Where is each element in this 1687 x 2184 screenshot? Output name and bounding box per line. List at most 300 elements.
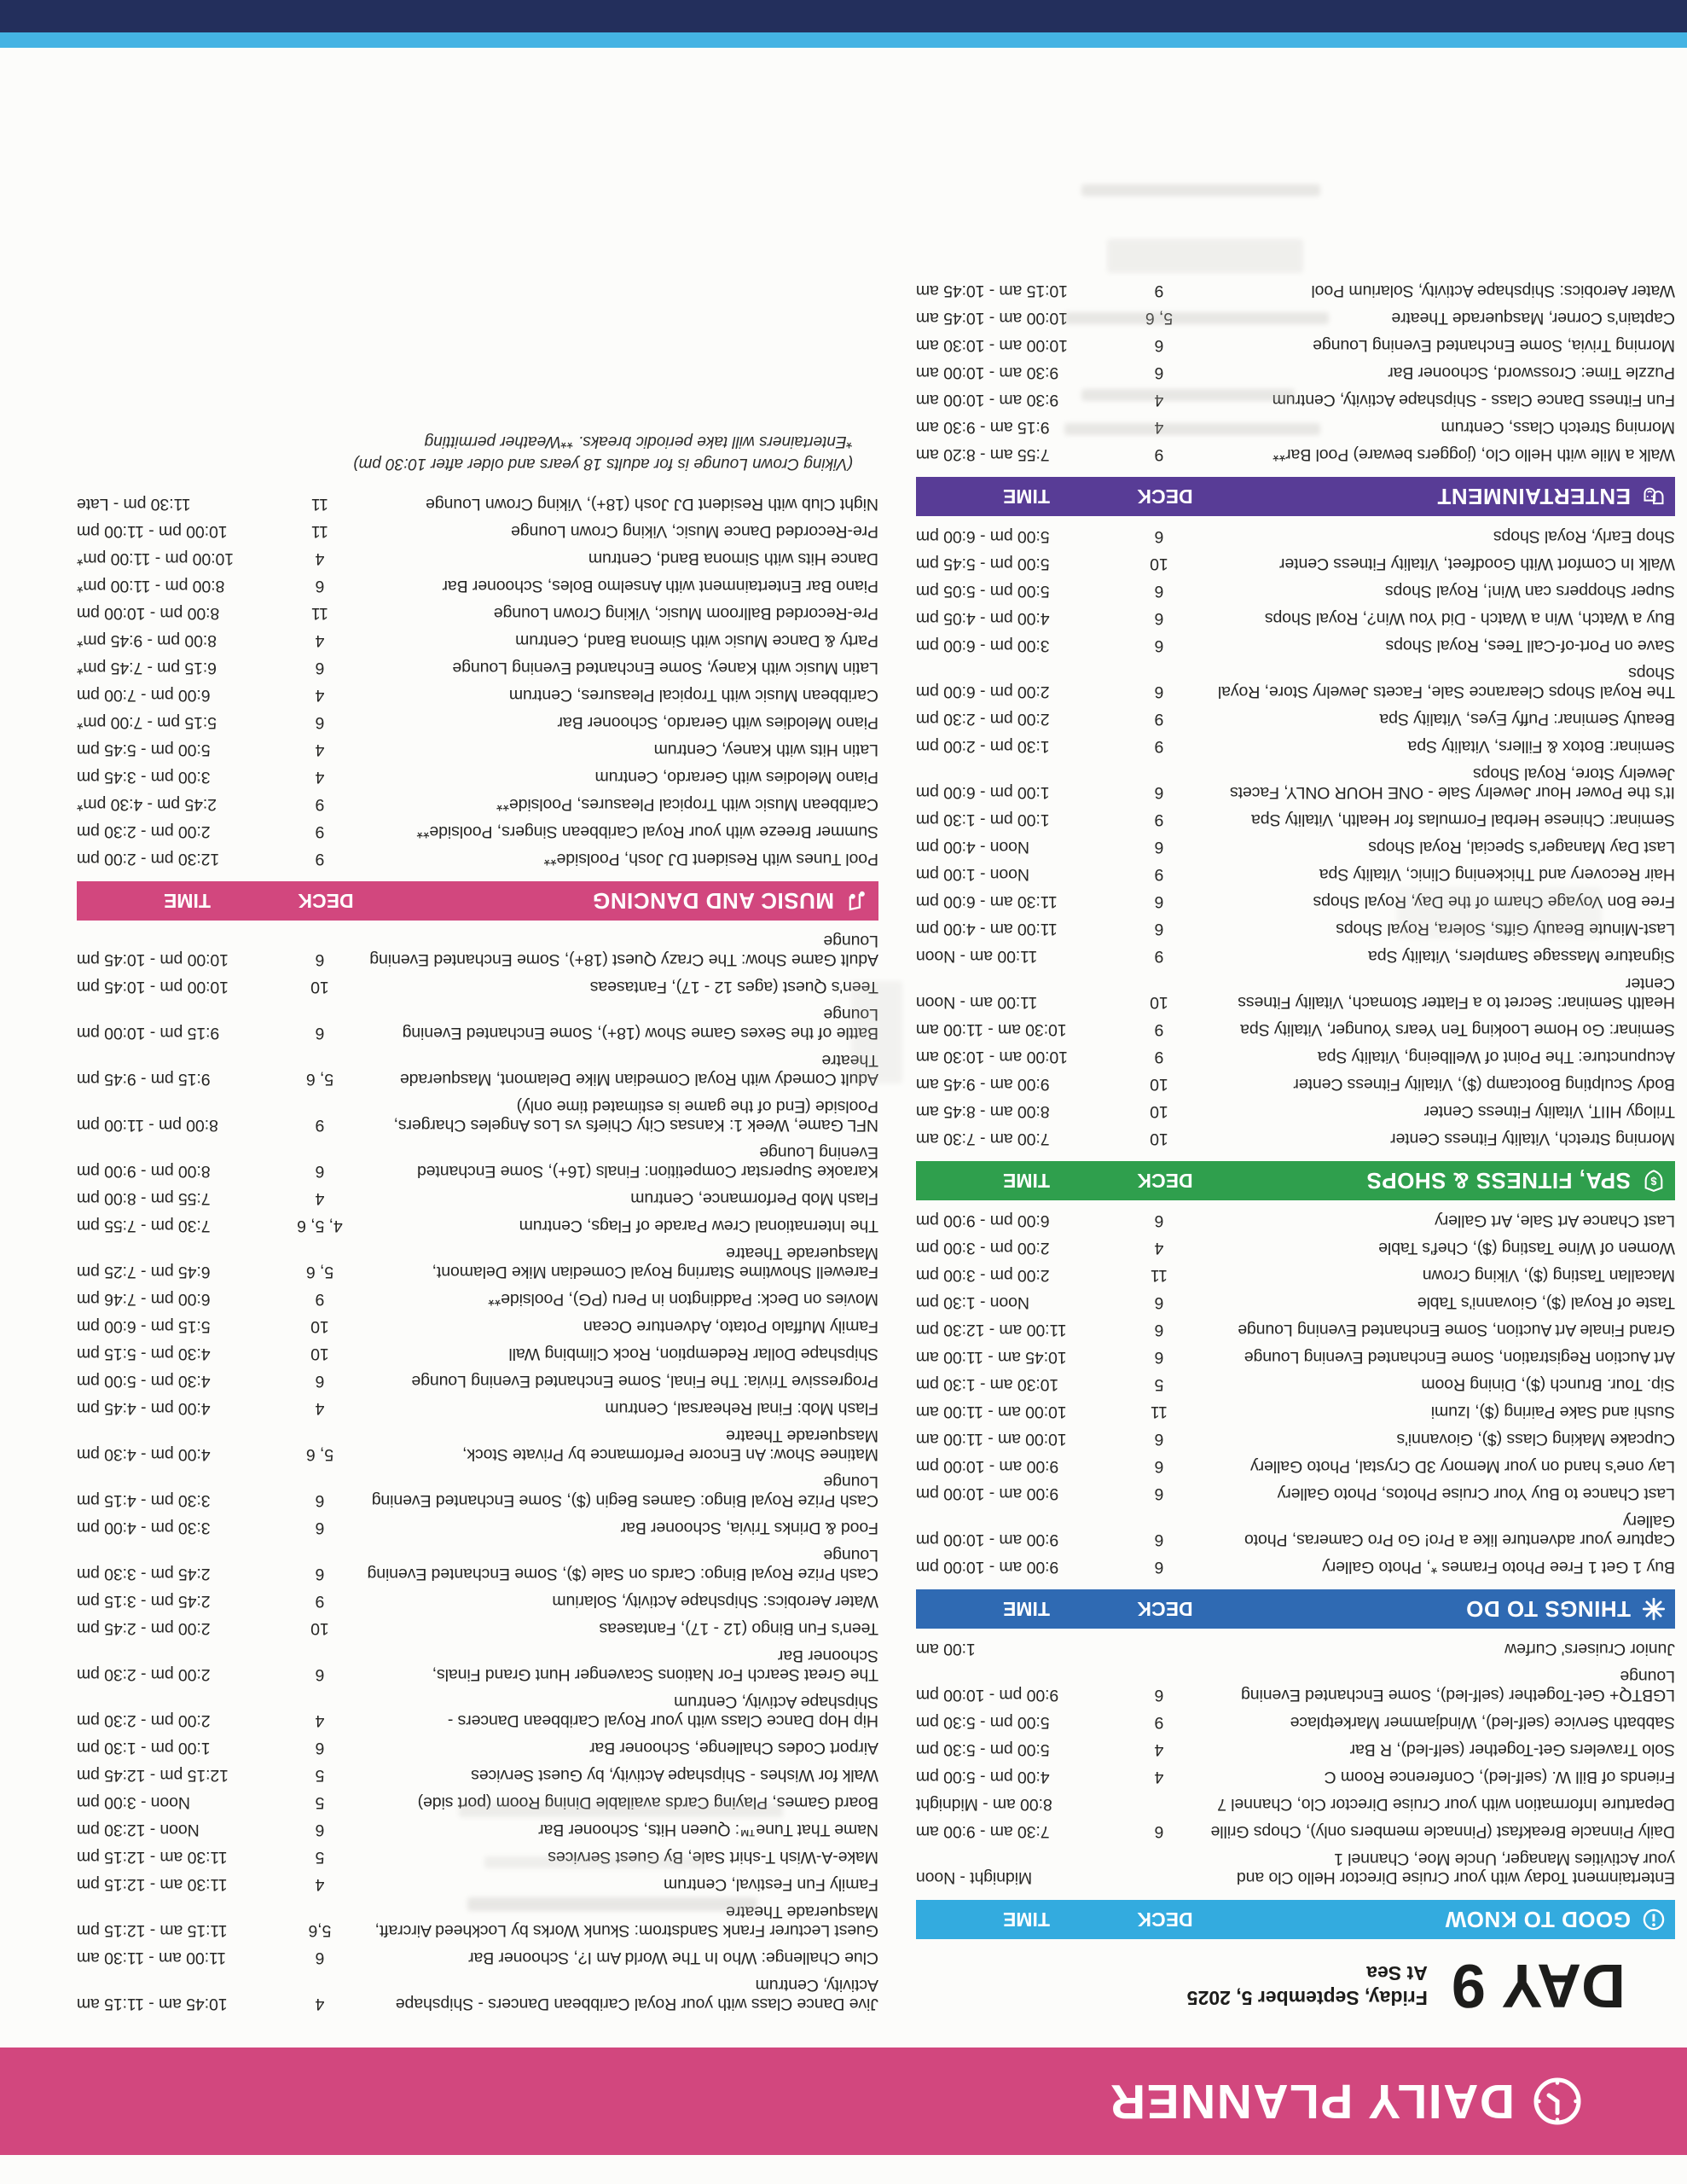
- deck-number: 6: [1154, 582, 1164, 601]
- activity-name: Dance Hits with Simona Band, Centrum: [588, 549, 878, 568]
- deck-number: 6: [1154, 363, 1164, 382]
- activity-time: 7:00 am - 7:30 am: [916, 1130, 1050, 1148]
- theater-masks-icon: [1641, 484, 1667, 509]
- deck-number: 4: [1154, 391, 1164, 410]
- footnote: [77, 431, 853, 474]
- bleed-ghost: [484, 1856, 706, 1868]
- schedule-row: [77, 932, 878, 969]
- activity-time: 2:45 pm - 4:30 pm*: [77, 795, 217, 814]
- activity-time: 5:00 pm - 5:45 pm: [77, 741, 211, 759]
- activity-time: 7:55 am - 8:20 am: [916, 445, 1050, 464]
- deck-number: 11: [310, 495, 329, 514]
- deck-number: 6: [315, 1949, 325, 1967]
- activity-name: Sip. Tour. Brunch ($), Dining Room: [1421, 1375, 1675, 1394]
- schedule-row: [916, 1130, 1675, 1148]
- activity-time: 8:00 am - 8:45 am: [916, 1102, 1050, 1121]
- activity-time: 5:00 pm - 5:45 pm: [916, 555, 1050, 573]
- activity-time: 4:00 pm - 5:00 pm: [916, 1768, 1050, 1786]
- activity-time: 10:00 pm - 10:45 pm: [77, 950, 229, 969]
- activity-name: Friends of Bill W. (self-led), Conference Room C: [1324, 1768, 1675, 1786]
- deck-number: 10: [1150, 1102, 1168, 1121]
- activity-name: Seminar: Chinese Herbal Formulas for Health, Vitality Spa: [1251, 810, 1675, 829]
- activity-name: Food & Drinks Trivia, Schooner Bar: [620, 1519, 878, 1537]
- activity-time: 10:00 pm - 11:00 pm*: [77, 549, 235, 568]
- activity-time: Noon - 12:30 pm: [77, 1821, 200, 1839]
- schedule-row: [916, 710, 1675, 729]
- deck-number: 5, 6: [1145, 309, 1174, 328]
- schedule-row: [77, 549, 878, 568]
- schedule-row: [916, 1348, 1675, 1367]
- deck-number: 9: [1154, 1020, 1164, 1039]
- deck-number: 10: [1150, 555, 1168, 573]
- activity-time: 3:30 pm - 4:15 pm: [77, 1491, 211, 1510]
- deck-number: 6: [1154, 892, 1164, 911]
- schedule-row: [77, 768, 878, 787]
- deck-number: 6: [315, 1024, 325, 1043]
- activity-name: Buy a Watch, Win a Watch - Did You Win?, Royal Shops: [1264, 609, 1675, 628]
- schedule-row: [77, 1317, 878, 1336]
- activity-name: Pool Tunes with Resident DJ Josh, Poolside**: [543, 850, 878, 868]
- bleed-ghost: [1064, 423, 1320, 435]
- schedule-row: [916, 282, 1675, 300]
- activity-name: Sabbath Service (self-led), Windjammer Marketplace: [1290, 1713, 1675, 1732]
- deck-number: 9: [315, 1116, 325, 1135]
- schedule-row: [77, 659, 878, 677]
- activity-time: Noon - 3:00 pm: [77, 1793, 191, 1812]
- activity-name: Flash Mob Performance, Centrum: [630, 1189, 878, 1208]
- activity-time: 10:00 pm - 11:00 pm: [77, 522, 228, 541]
- deck-number: 6: [1154, 636, 1164, 655]
- activity-time: 8:00 pm - 9:45 pm*: [77, 631, 217, 650]
- deck-number: 5, 6: [305, 1263, 334, 1281]
- section-header: [916, 1900, 1675, 1939]
- activity-name: Piano Bar Entertainment with Anselmo Boles, Schooner Bar: [442, 577, 878, 595]
- svg-text:$: $: [1650, 1174, 1657, 1188]
- activity-name: Puzzle Time: Crossword, Schooner Bar: [1388, 363, 1675, 382]
- schedule-row: [916, 1795, 1675, 1814]
- deck-column-label: DECK: [1137, 485, 1193, 508]
- section-title: THINGS TO DO: [1465, 1596, 1631, 1623]
- schedule-row: [916, 1713, 1675, 1732]
- deck-column-label: DECK: [1137, 1908, 1193, 1931]
- activity-name: Signature Massage Samplers, Vitality Spa: [1368, 947, 1675, 966]
- activity-name: Morning Trivia, Some Enchanted Evening Lounge: [1313, 336, 1675, 355]
- activity-time: 10:00 am - 11:00 am: [916, 1430, 1067, 1449]
- activity-time: 9:00 am - 10:00 pm: [916, 1558, 1059, 1577]
- schedule-row: [77, 1345, 878, 1363]
- activity-time: 11:00 am - 11:30 am: [77, 1949, 227, 1967]
- activity-time: 10:00 am - 10:30 am: [916, 1048, 1069, 1066]
- activity-name: Morning Stretch Class, Centrum: [1441, 418, 1675, 437]
- activity-name: Karaoke Superstar Competition: Finals (16+), Some Enchanted Evening Lounge: [417, 1143, 878, 1181]
- schedule-row: [916, 445, 1675, 464]
- activity-time: 1:00 pm - 6:00 pm: [916, 783, 1050, 802]
- activity-time: 11:30 am - 12:15 pm: [77, 1848, 228, 1867]
- deck-number: 4: [1154, 1239, 1164, 1258]
- schedule-row: [916, 555, 1675, 573]
- activity-time: 2:00 pm - 2:45 pm: [77, 1619, 211, 1638]
- deck-column-label: DECK: [298, 890, 354, 913]
- deck-number: 6: [1154, 682, 1164, 701]
- activity-name: LGBTQ+ Get-Together (self-led), Some Enchanted Evening Lounge: [1241, 1667, 1675, 1705]
- activity-name: Night Club with Resident DJ Josh (18+), Viking Crown Lounge: [426, 495, 878, 514]
- deck-number: 4: [315, 686, 325, 705]
- deck-number: 9: [1154, 810, 1164, 829]
- schedule-row: [77, 1766, 878, 1785]
- activity-name: Last Day Manager's Special, Royal Shops: [1368, 838, 1675, 857]
- schedule-row: [916, 1321, 1675, 1339]
- deck-number: 6: [1154, 1686, 1164, 1705]
- schedule-row: [77, 1372, 878, 1391]
- activity-time: 2:00 pm - 2:30 pm: [916, 710, 1050, 729]
- deck-number: [1121, 1795, 1197, 1814]
- activity-time: 10:00 pm - 10:45 pm: [77, 978, 229, 996]
- day-location: At Sea: [1366, 1962, 1428, 1984]
- music-and-dancing-section: [77, 495, 878, 921]
- schedule-row: [77, 1399, 878, 1418]
- activity-name: Trilogy HIIT, Vitality Fitness Center: [1423, 1102, 1675, 1121]
- activity-time: 5:15 pm - 6:00 pm: [77, 1317, 211, 1336]
- schedule-row: [77, 686, 878, 705]
- deck-number: 11: [310, 604, 329, 623]
- activity-time: 2:00 pm - 3:00 pm: [916, 1239, 1050, 1258]
- deck-number: 6: [1154, 1430, 1164, 1449]
- schedule-row: [916, 1822, 1675, 1841]
- deck-number: 11: [1150, 1403, 1168, 1421]
- bleed-ghost: [1081, 184, 1320, 196]
- activity-time: 5:00 pm - 6:00 pm: [916, 527, 1050, 546]
- activity-time: 11:15 am - 12:15 pm: [77, 1921, 228, 1940]
- activity-time: 6:15 pm - 7:45 pm*: [77, 659, 217, 677]
- schedule-row: [77, 1244, 878, 1281]
- activity-time: Noon - 4:00 pm: [916, 838, 1030, 857]
- deck-column-label: DECK: [1137, 1170, 1193, 1193]
- deck-number: 9: [315, 850, 325, 868]
- schedule-row: [916, 1266, 1675, 1285]
- deck-number: 6: [1154, 1321, 1164, 1339]
- deck-number: 5: [315, 1848, 325, 1867]
- section-title: ENTERTAINMENT: [1436, 484, 1631, 510]
- activity-name: Adult Comedy with Royal Comedian Mike Delamont, Masquerade Theatre: [399, 1051, 878, 1089]
- deck-number: 6: [1154, 838, 1164, 857]
- activity-name: Body Sculpting Bootcamp ($), Vitality Fitness Center: [1293, 1075, 1675, 1094]
- deck-number: 6: [1154, 1348, 1164, 1367]
- deck-number: 6: [1154, 1211, 1164, 1230]
- deck-number: 9: [315, 795, 325, 814]
- activity-time: 2:00 pm - 2:30 pm: [77, 822, 211, 841]
- activity-time: 11:00 am - 12:30 pm: [916, 1321, 1067, 1339]
- activity-time: 9:30 am - 10:00 am: [916, 391, 1059, 410]
- schedule-row: [916, 1850, 1675, 1887]
- schedule-row: [916, 664, 1675, 701]
- deck-number: 10: [1150, 1075, 1168, 1094]
- schedule-row: [77, 1693, 878, 1730]
- page-title: DAILY PLANNER: [1109, 2074, 1515, 2129]
- activity-time: 9:00 am - 10:00 pm: [916, 1457, 1059, 1476]
- deck-number: 5: [315, 1766, 325, 1785]
- schedule-row: [916, 1457, 1675, 1476]
- schedule-row: [916, 974, 1675, 1012]
- activity-name: Taste of Royal ($), Giovanni's Table: [1417, 1293, 1675, 1312]
- section-header: [77, 881, 878, 921]
- activity-time: Noon - 1:00 pm: [916, 865, 1030, 884]
- activity-name: Daily Pinnacle Breakfast (Pinnacle members only), Chops Grille: [1210, 1822, 1675, 1841]
- activity-name: Walk for Wishes - Shipshape Activity, by Guest Services: [471, 1766, 878, 1785]
- left-sections: [916, 282, 1675, 1939]
- activity-time: 2:00 pm - 6:00 pm: [916, 682, 1050, 701]
- schedule-row: [916, 1293, 1675, 1312]
- time-column-label: TIME: [164, 890, 211, 913]
- right-column: [77, 431, 878, 2013]
- activity-time: 10:45 am - 11:15 am: [77, 1995, 228, 2013]
- activity-name: Water Aerobics: Shipshape Activity, Solarium Pool: [1311, 282, 1675, 300]
- schedule-row: [77, 1189, 878, 1208]
- section-title: MUSIC AND DANCING: [592, 888, 834, 915]
- activity-name: Acupuncture: The Point of Wellbeing, Vitality Spa: [1318, 1048, 1675, 1066]
- activity-time: 11:00 am - Noon: [916, 993, 1038, 1012]
- deck-number: 11: [310, 522, 329, 541]
- schedule-row: [916, 1375, 1675, 1394]
- deck-number: 4: [315, 1189, 325, 1208]
- activity-time: 4:00 pm - 4:45 pm: [77, 1399, 211, 1418]
- activity-name: Latin Hits with Kaney, Centrum: [653, 741, 878, 759]
- activity-time: 6:00 pm - 7:46 pm: [77, 1290, 211, 1309]
- bleed-ghost: [467, 1897, 757, 1911]
- activity-time: 6:00 pm - 7:00 pm: [77, 686, 211, 705]
- schedule-row: [77, 522, 878, 541]
- activity-time: 2:00 pm - 2:30 pm: [77, 1711, 211, 1730]
- activity-time: 3:00 pm - 3:45 pm: [77, 768, 211, 787]
- deck-number: 9: [1154, 282, 1164, 300]
- activity-time: Midnight - Noon: [916, 1868, 1033, 1887]
- day-date-location: [1187, 1960, 1428, 2010]
- activity-time: 4:30 pm - 5:15 pm: [77, 1345, 211, 1363]
- activity-name: Lay one's hand on your Memory 3D Crystal, Photo Gallery: [1250, 1457, 1675, 1476]
- deck-number: 4: [315, 631, 325, 650]
- schedule-row: [77, 1875, 878, 1894]
- activity-name: Last Chance to Buy Your Cruise Photos, Photo Gallery: [1277, 1484, 1675, 1503]
- activity-name: The Royal Shops Clearance Sale, Facets Jewelry Store, Royal Shops: [1217, 664, 1675, 701]
- activity-name: Captain's Corner, Masquerade Theatre: [1391, 309, 1675, 328]
- schedule-row: [77, 604, 878, 623]
- schedule-row: [916, 1075, 1675, 1094]
- activity-name: Seminar: Go Home Looking Ten Years Younger, Vitality Spa: [1240, 1020, 1675, 1039]
- bleed-ghost: [1397, 887, 1602, 938]
- schedule-row: [77, 1426, 878, 1464]
- deck-number: 6: [315, 1162, 325, 1181]
- schedule-row: [77, 1290, 878, 1309]
- activity-name: Clue Challenge: Who In The World Am I?, Schooner Bar: [468, 1949, 878, 1967]
- activity-time: 10:00 am - 10:45 am: [916, 309, 1069, 328]
- bleed-ghost: [1107, 239, 1303, 273]
- activity-time: 9:15 am - 9:30 am: [916, 418, 1050, 437]
- page-header: [0, 2048, 1687, 2155]
- activity-time: 8:00 pm - 10:00 pm: [77, 604, 220, 623]
- schedule-row: [77, 1647, 878, 1684]
- deck-number: 6: [1154, 1484, 1164, 1503]
- deck-number: 4: [315, 1995, 325, 2013]
- activity-time: 7:55 pm - 8:00 pm: [77, 1189, 211, 1208]
- activity-name: Party & Dance Music with Simona Band, Centrum: [515, 631, 878, 650]
- activity-time: 2:45 pm - 3:30 pm: [77, 1565, 211, 1583]
- deck-number: 9: [315, 1592, 325, 1611]
- schedule-row: [77, 495, 878, 514]
- activity-time: 5:00 pm - 5:05 pm: [916, 582, 1050, 601]
- deck-number: 10: [1150, 1130, 1168, 1148]
- activity-name: Pre-Recorded Dance Music, Viking Crown Lounge: [511, 522, 878, 541]
- activity-time: 2:45 pm - 3:15 pm: [77, 1592, 211, 1611]
- deck-number: 4: [1154, 1740, 1164, 1759]
- schedule-row: [916, 865, 1675, 884]
- schedule-row: [916, 636, 1675, 655]
- activity-name: Summer Breeze with your Royal Caribbean Singers, Poolside**: [416, 822, 878, 841]
- activity-time: 8:00 pm - 9:00 pm: [77, 1162, 211, 1181]
- activity-time: 11:00 am - 4:00 pm: [916, 920, 1058, 938]
- activity-time: 3:30 pm - 4:00 pm: [77, 1519, 211, 1537]
- deck-number: 5,6: [308, 1921, 332, 1940]
- activity-name: Walk In Comfort With Goodfeet, Vitality Fitness Center: [1279, 555, 1675, 573]
- schedule-row: [916, 1512, 1675, 1549]
- schedule-row: [916, 391, 1675, 410]
- activity-name: Family Fun Festival, Centrum: [664, 1875, 878, 1894]
- activity-name: Teen's Quest (ages 12 - 17), Fantaseas: [589, 978, 878, 996]
- schedule-row: [77, 1051, 878, 1089]
- section-header: [916, 1161, 1675, 1200]
- activity-time: 8:00 pm - 11:00 pm*: [77, 577, 225, 595]
- activity-name: The Great Search For Nations Scavenger Hunt Grand Finals, Schooner Bar: [432, 1647, 878, 1684]
- activity-name: Cash Prize Royal Bingo: Cards on Sale ($), Some Enchanted Evening Lounge: [367, 1546, 878, 1583]
- activity-name: Caribbean Music with Tropical Pleasures, Centrum: [508, 686, 878, 705]
- activity-time: 11:30 pm - Late: [77, 495, 191, 514]
- deck-number: 6: [315, 950, 325, 969]
- deck-number: 9: [1154, 865, 1164, 884]
- deck-number: 4, 5, 6: [297, 1217, 343, 1235]
- activity-name: Family Muffalo Potato, Adventure Ocean: [583, 1317, 878, 1336]
- activity-name: Free Bon Voyage Charm of the Day, Royal Shops: [1313, 892, 1675, 911]
- schedule-row: [77, 1005, 878, 1043]
- schedule-row: [916, 810, 1675, 829]
- deck-number: 6: [1154, 1822, 1164, 1841]
- activity-time: 9:30 am - 10:00 am: [916, 363, 1059, 382]
- deck-number: 6: [315, 659, 325, 677]
- deck-number: 6: [1154, 527, 1164, 546]
- dollar-shield-icon: [1641, 1168, 1667, 1194]
- activity-time: 9:00 am - 10:00 pm: [916, 1484, 1059, 1503]
- schedule-row: [916, 609, 1675, 628]
- clock-icon: [1532, 2076, 1583, 2127]
- deck-number: 5: [315, 1793, 325, 1812]
- time-column-label: TIME: [1003, 1170, 1050, 1193]
- activity-name: Last Chance Art Sale, Art Gallery: [1435, 1211, 1675, 1230]
- activity-name: Latin Music with Kaney, Some Enchanted Evening Lounge: [452, 659, 878, 677]
- deck-number: 10: [310, 1619, 329, 1638]
- activity-name: Shop Early, Royal Shops: [1493, 527, 1675, 546]
- deck-number: 6: [1154, 336, 1164, 355]
- activity-time: 12:15 pm - 12:45 pm: [77, 1766, 229, 1785]
- activity-name: Progressive Trivia: The Final, Some Enchanted Evening Lounge: [411, 1372, 878, 1391]
- activity-time: 5:15 pm - 7:00 pm*: [77, 713, 217, 732]
- time-column-label: TIME: [1003, 1908, 1050, 1931]
- activity-name: Piano Melodies with Gerardo, Schooner Bar: [557, 713, 878, 732]
- schedule-row: [916, 1020, 1675, 1039]
- activity-time: 6:00 pm - 9:00 pm: [916, 1211, 1050, 1230]
- deck-number: 9: [1154, 947, 1164, 966]
- schedule-row: [916, 947, 1675, 966]
- activity-time: 8:00 pm - 11:00 pm: [77, 1116, 218, 1135]
- bleed-ghost: [459, 1804, 783, 1817]
- deck-number: 6: [1154, 920, 1164, 938]
- schedule-row: [916, 1667, 1675, 1705]
- footer-bar: [0, 0, 1687, 32]
- activity-name: Guest Lecturer Frank Sandstrom: Skunk Works by Lockheed Aircraft, Masquerade Theatre: [374, 1902, 878, 1940]
- activity-name: Pre-Recorded Ballroom Music, Viking Crown Lounge: [493, 604, 878, 623]
- deck-column-label: DECK: [1137, 1598, 1193, 1621]
- activity-name: Cupcake Making Class ($), Giovanni's: [1396, 1430, 1675, 1449]
- deck-number: 4: [315, 1875, 325, 1894]
- deck-number: 5, 6: [305, 1070, 334, 1089]
- activity-name: Departure Information with your Cruise Director Clo, Channel 7: [1217, 1795, 1675, 1814]
- deck-number: 6: [1154, 1558, 1164, 1577]
- activity-time: 9:00 am - 10:00 pm: [916, 1531, 1059, 1549]
- deck-number: 10: [1150, 993, 1168, 1012]
- activity-time: 12:30 pm - 2:00 pm: [77, 850, 220, 868]
- activity-time: 4:30 pm - 5:00 pm: [77, 1372, 211, 1391]
- activity-name: Name That Tune™: Queen Hits, Schooner Bar: [538, 1821, 878, 1839]
- schedule-row: [916, 363, 1675, 382]
- activity-name: Farewell Showtime Starring Royal Comedian Mike Delamont, Masquerade Theatre: [432, 1244, 878, 1281]
- activity-time: 9:00 am - 9:45 am: [916, 1075, 1050, 1094]
- schedule-row: [916, 1740, 1675, 1759]
- activity-time: 6:45 pm - 7:25 pm: [77, 1263, 211, 1281]
- bleed-ghost: [1081, 389, 1295, 401]
- deck-number: 6: [315, 1565, 325, 1583]
- activity-name: Macallan Tasting ($), Viking Crown: [1422, 1266, 1675, 1285]
- sparkle-icon: [1641, 1596, 1667, 1622]
- deck-number: 10: [310, 978, 329, 996]
- activity-name: Shipshape Dollar Redemption, Rock Climbing Wall: [508, 1345, 878, 1363]
- activity-name: Women of Wine Tasting ($), Chef's Table: [1378, 1239, 1675, 1258]
- activity-time: 10:30 am - 1:30 pm: [916, 1375, 1059, 1394]
- activity-name: Junior Cruisers' Curfew: [1504, 1640, 1675, 1658]
- deck-number: 10: [310, 1317, 329, 1336]
- deck-number: 6: [315, 1665, 325, 1684]
- activity-time: 5:00 pm - 5:30 pm: [916, 1713, 1050, 1732]
- deck-number: 6: [315, 1519, 325, 1537]
- schedule-row: [916, 1102, 1675, 1121]
- activity-name: Health Seminar: Secret to a Flatter Stomach, Vitality Fitness Center: [1238, 974, 1675, 1012]
- activity-time: 11:30 am - 6:00 pm: [916, 892, 1058, 911]
- day-date: Friday, September 5, 2025: [1186, 1986, 1428, 2009]
- activity-name: It's the Power Hour Jewelry Sale - ONE HOUR ONLY, Facets Jewelry Store, Royal Shops: [1230, 764, 1675, 802]
- schedule-row: [77, 1097, 878, 1135]
- activity-name: Seminar: Botox & Fillers, Vitality Spa: [1407, 737, 1675, 756]
- schedule-row: [916, 1048, 1675, 1066]
- schedule-row: [77, 850, 878, 868]
- deck-number: 6: [315, 713, 325, 732]
- schedule-row: [916, 1239, 1675, 1258]
- deck-number: 6: [315, 1491, 325, 1510]
- activity-time: 9:15 pm - 9:45 pm: [77, 1070, 211, 1089]
- activity-name: Movies on Deck: Paddington in Peru (PG), Poolside**: [488, 1290, 878, 1309]
- left-column: [916, 273, 1675, 2024]
- schedule-row: [77, 1217, 878, 1235]
- schedule-row: [77, 631, 878, 650]
- schedule-row: [916, 1558, 1675, 1577]
- day-number: DAY 9: [1451, 1951, 1626, 2019]
- activity-time: 4:00 pm - 4:30 pm: [77, 1445, 211, 1464]
- schedule-row: [77, 1949, 878, 1967]
- deck-number: [1121, 1850, 1197, 1887]
